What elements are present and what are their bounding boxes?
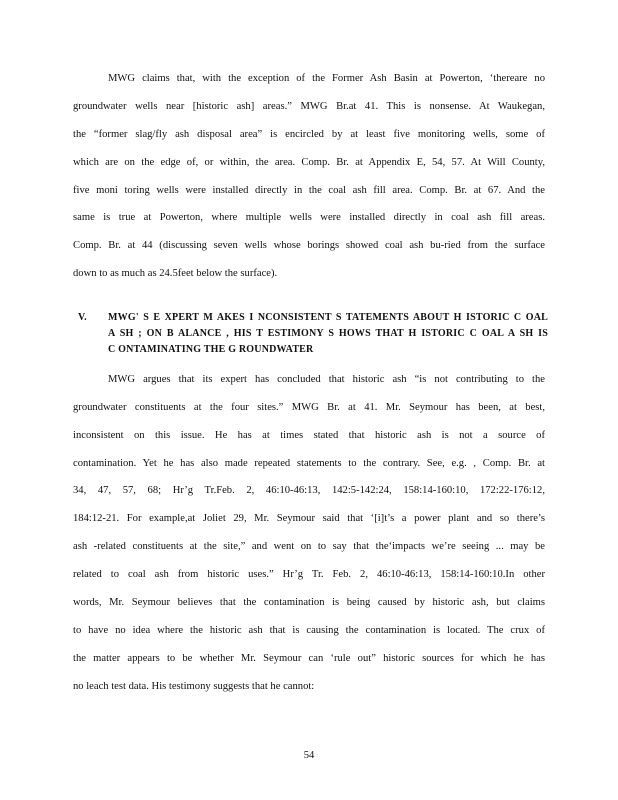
text-line: related to coal ash from historic uses.” Hr’g Tr. Feb. 2, 46:10-46:13, 158:14-160:10.In other — [73, 569, 545, 580]
text-line: same is true at Powerton, where multiple wells were installed directly in coal ash fill areas. — [73, 212, 545, 223]
section-title — [108, 311, 548, 359]
section-title-line: MWG' S E XPERT M AKES I NCONSISTENT S TATEMENTS ABOUT H ISTORIC C OAL — [108, 312, 548, 323]
text-line: ash -related constituents at the site,” and went on to say that the‘impacts we’re seeing ... may be — [73, 541, 545, 552]
text-line: five moni toring wells were installed directly in the coal ash fill area. Comp. Br. at 67. And the — [73, 185, 545, 196]
text-line: to have no idea where the historic ash that is causing the contamination is located. The crux of — [73, 625, 545, 636]
section-title-line: A SH ; ON B ALANCE , HIS T ESTIMONY S HOWS THAT H ISTORIC C OAL A SH IS — [108, 328, 548, 339]
text-line: groundwater wells near [historic ash] areas.” MWG Br.at 41. This is nonsense. At Waukegan, — [73, 101, 545, 112]
text-line: the matter appears to be whether Mr. Seymour can ‘rule out” historic sources for which he has — [73, 653, 545, 664]
text-line: down to as much as 24.5feet below the surface). — [73, 268, 278, 279]
text-line: MWG argues that its expert has concluded that historic ash “is not contributing to the — [108, 374, 545, 385]
text-line: Comp. Br. at 44 (discussing seven wells whose borings showed coal ash bu-ried from the surface — [73, 240, 545, 251]
text-line: contamination. Yet he has also made repeated statements to the contrary. See, e.g. , Comp. Br. at — [73, 458, 545, 469]
text-line: which are on the edge of, or within, the area. Comp. Br. at Appendix E, 54, 57. At Will County, — [73, 157, 545, 168]
section-title-line: C ONTAMINATING THE G ROUNDWATER — [108, 344, 314, 355]
text-line: inconsistent on this issue. He has at times stated that historic ash is not a source of — [73, 430, 545, 441]
section-number: V. — [78, 312, 87, 323]
text-line: groundwater constituents at the four sites.” MWG Br. at 41. Mr. Seymour has been, at best, — [73, 402, 545, 413]
page-number: 54 — [303, 750, 315, 761]
text-line: no leach test data. His testimony suggests that he cannot: — [73, 681, 315, 692]
text-line: words, Mr. Seymour believes that the contamination is being caused by historic ash, but claims — [73, 597, 545, 608]
text-line: 34, 47, 57, 68; Hr’g Tr.Feb. 2, 46:10-46:13, 142:5-142:24, 158:14-160:10, 172:22-176:12, — [73, 485, 545, 496]
text-line: MWG claims that, with the exception of the Former Ash Basin at Powerton, ‘thereare no — [108, 73, 545, 84]
text-line: 184:12-21. For example,at Joliet 29, Mr. Seymour said that ‘[i]t’s a power plant and so there’s — [73, 513, 545, 524]
text-line: the “former slag/fly ash disposal area” is encircled by at least five monitoring wells, some of — [73, 129, 545, 140]
